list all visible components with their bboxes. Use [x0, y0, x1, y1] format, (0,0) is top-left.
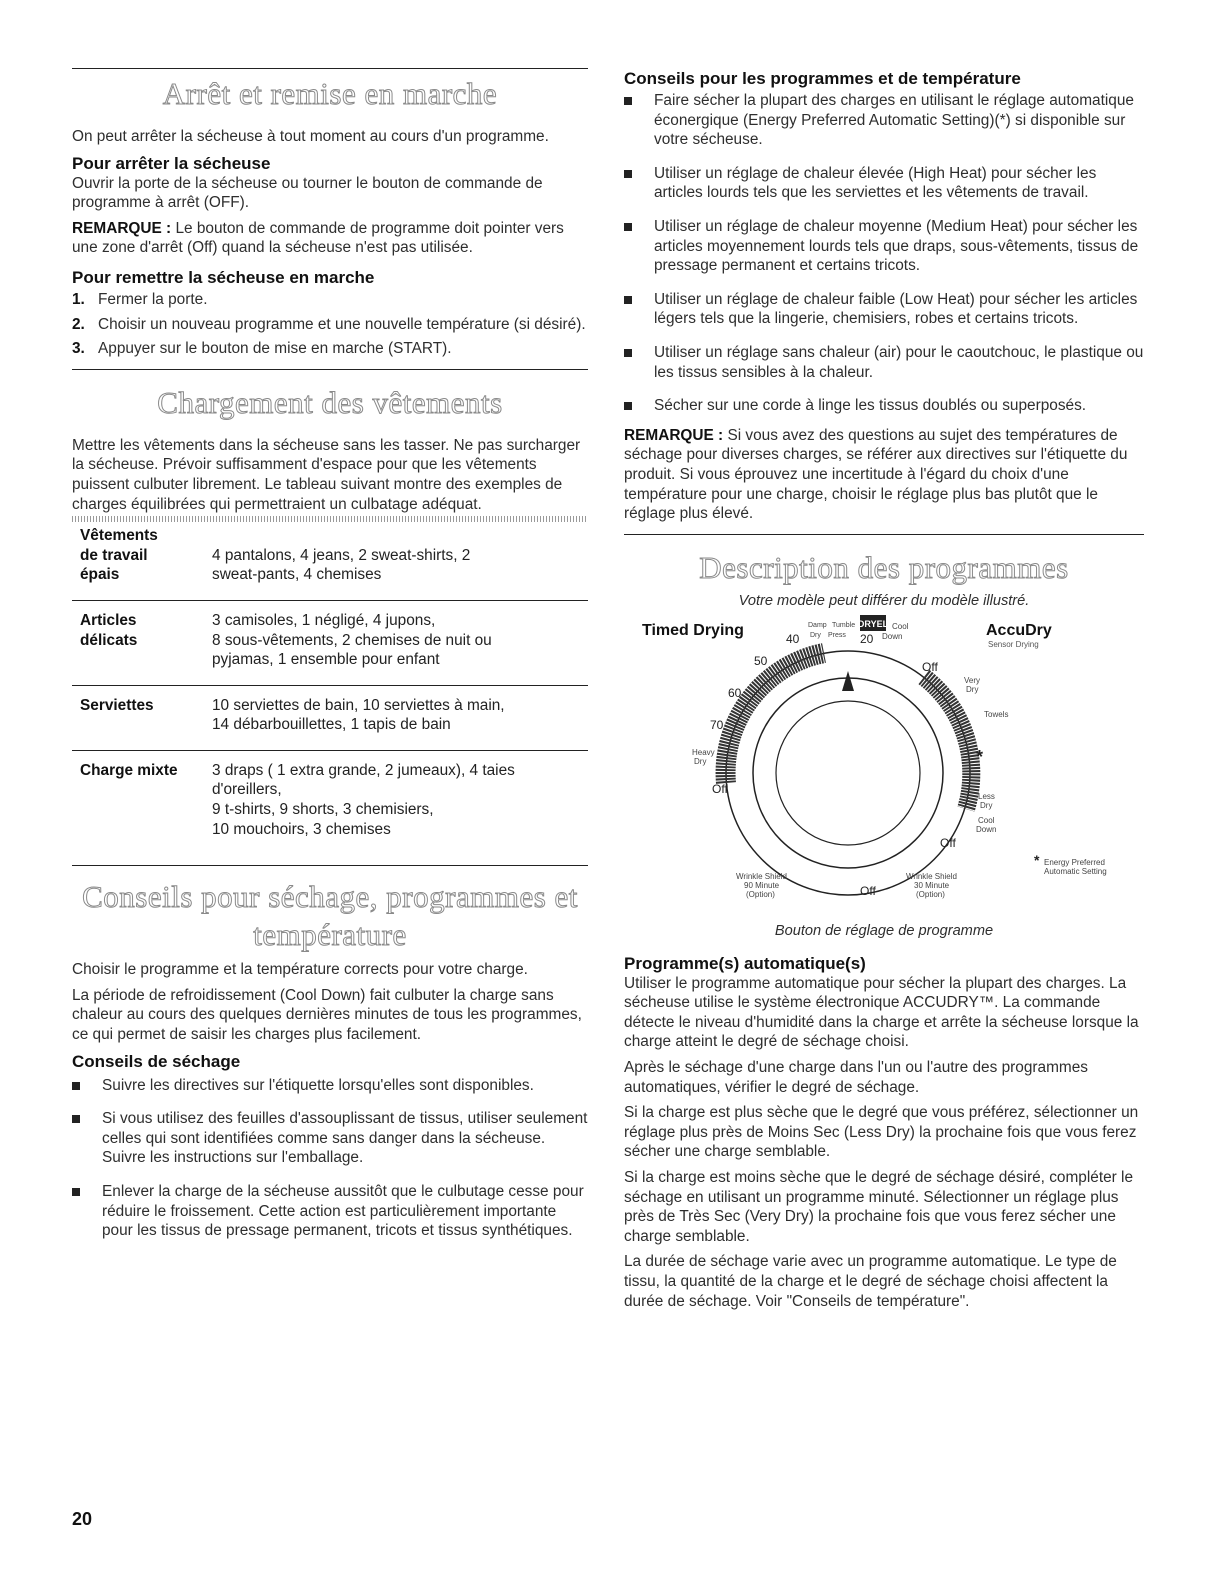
- wrinkle-90-minute-label: 90 Minute: [744, 880, 780, 890]
- note-text: Si vous avez des questions au sujet des températures de séchage pour diverses charges, se référer aux directives sur l'étiquette du produit. Si vous éprouvez une incertitude à l'égard du choix d'une température pour une charge, choisir le réglage plus bas plutôt que le réglage plus élevé.: [624, 426, 1128, 523]
- wrinkle-shield-90-label: Wrinkle Shield: [736, 871, 787, 881]
- stop-intro: On peut arrêter la sécheuse à tout moment au cours d'un programme.: [72, 128, 549, 145]
- table-row: épais sweat-pants, 4 chemises: [72, 565, 588, 600]
- cycle-dial-diagram: [624, 613, 1144, 913]
- section-rule: [624, 534, 1144, 535]
- table-row: Charge mixte 3 draps ( 1 extra grande, 2 jumeaux), 4 taies: [80, 761, 515, 779]
- auto-cycles-heading: Programme(s) automatique(s): [624, 953, 866, 973]
- off-top-label: Off: [922, 659, 938, 674]
- cycle-tips-note: [624, 426, 1144, 524]
- tick-50: 50: [754, 653, 768, 668]
- off-bottom-label: Off: [860, 883, 876, 898]
- stop-text: Ouvrir la porte de la sécheuse ou tourner le bouton de commande de programme à arrêt (OFF).: [72, 174, 543, 212]
- table-row: délicats 8 sous-vêtements, 2 chemises de nuit ou: [80, 631, 492, 649]
- cycle-tips-heading: Conseils pour les programmes et de température: [624, 69, 1021, 88]
- section-title-tips-l1: Conseils pour séchage, programmes et: [82, 879, 578, 915]
- table-row: d'oreillers,: [212, 781, 282, 799]
- auto-para-5: La durée de séchage varie avec un programme automatique. Le type de tissu, la quantité de la charge et le degré de séchage choisi affectent la durée de séchage. Voir "Conseils de température".: [624, 1253, 1117, 1310]
- note-text: Le bouton de commande de programme doit pointer vers une zone d'arrêt (Off) quand la sécheuse n'est pas utilisée.: [72, 219, 564, 257]
- list-item: Sécher sur une corde à linge les tissus doublés ou superposés.: [624, 396, 1144, 416]
- section-rule: [72, 865, 588, 866]
- cycle-tips-list: [624, 91, 1144, 416]
- table-row: pyjamas, 1 ensemble pour enfant: [72, 650, 588, 685]
- model-note: Votre modèle peut différer du modèle illustré.: [738, 592, 1030, 609]
- towels-label: Towels: [984, 709, 1009, 719]
- dry-small-label: Dry: [810, 631, 821, 639]
- stop-heading: Pour arrêter la sécheuse: [72, 153, 271, 173]
- list-item: Enlever la charge de la sécheuse aussitôt que le culbutage cesse pour réduire le froissement. Cette action est particulièrement importante pour les tissus de pressage permanent, tricots et tissus synthétiques.: [72, 1182, 588, 1241]
- timed-drying-arc: [726, 653, 824, 783]
- tick-20: 20: [860, 631, 874, 646]
- dial-inner-ring: [776, 701, 920, 845]
- list-item: Utiliser un réglage sans chaleur (air) pour le caoutchouc, le plastique ou les tissus sensibles à la chaleur.: [624, 343, 1144, 382]
- restart-steps: [72, 290, 588, 359]
- dial-middle-ring: [753, 678, 943, 868]
- drying-tips-list: [72, 1076, 588, 1241]
- section-title-stop-restart: Arrêt et remise en marche: [162, 76, 498, 111]
- table-row: 9 t-shirts, 9 shorts, 3 chemisiers,: [212, 801, 434, 819]
- cool-label: Cool: [978, 815, 995, 825]
- damp-label: Damp: [808, 621, 827, 629]
- table-row: Serviettes 10 serviettes de bain, 10 serviettes à main,: [80, 696, 505, 714]
- list-item: Faire sécher la plupart des charges en utilisant le réglage automatique éconergique (Energy Preferred Automatic Setting)(*) si disponible sur votre sécheuse.: [624, 91, 1144, 150]
- note-label: REMARQUE :: [72, 219, 172, 237]
- table-row: 10 mouchoirs, 3 chemises: [212, 820, 391, 838]
- drying-tips-heading: Conseils de séchage: [72, 1051, 241, 1071]
- press-label: Press: [828, 631, 846, 639]
- energy-preferred-label: Energy Preferred: [1044, 857, 1105, 867]
- list-item: Utiliser un réglage de chaleur élevée (High Heat) pour sécher les articles lourds tels que les serviettes et les vêtements de travail.: [624, 164, 1144, 203]
- list-item: 3. Appuyer sur le bouton de mise en marche (START).: [72, 340, 452, 358]
- section-rule: [72, 68, 588, 69]
- loading-intro: Mettre les vêtements dans la sécheuse sans les tasser. Ne pas surcharger la sécheuse. Prévoir suffisamment d'espace pour que les vêtements puissent culbuter librement. Le tableau suivant montre des exemples de charges équilibrées qui permettraient un culbatage adéquat.: [72, 436, 581, 513]
- table-row: Vêtements: [80, 527, 158, 545]
- down-label: Down: [976, 824, 997, 834]
- stop-note: [72, 219, 588, 258]
- section-title-tips-l2: température: [253, 917, 407, 953]
- energy-preferred-star: *: [1034, 851, 1040, 868]
- wrinkle-30-option-label: (Option): [916, 889, 945, 899]
- section-title-cycles: Description des programmes: [699, 549, 1069, 585]
- table-row: Articles 3 camisoles, 1 négligé, 4 jupons,: [80, 611, 436, 629]
- wrinkle-30-minute-label: 30 Minute: [914, 880, 950, 890]
- list-item: Si vous utilisez des feuilles d'assouplissant de tissus, utiliser seulement celles qui sont identifiées comme sans danger dans la sécheuse. Suivre les instructions sur l'emballage.: [72, 1109, 588, 1168]
- auto-para-2: Après le séchage d'une charge dans l'un ou l'autre des programmes automatiques, vérifier le degré de séchage.: [624, 1059, 1088, 1096]
- table-row: de travail 4 pantalons, 4 jeans, 2 sweat-shirts, 2: [80, 546, 471, 564]
- load-table: [72, 526, 588, 839]
- cool-top-label: Cool: [892, 621, 909, 631]
- tick-60: 60: [728, 685, 742, 700]
- very-dry-label: Dry: [966, 684, 979, 694]
- sensor-drying-label: Sensor Drying: [988, 639, 1039, 649]
- off-right-label: Off: [940, 835, 956, 850]
- table-row: 14 débarbouillettes, 1 tapis de bain: [72, 715, 588, 750]
- less-label: Less: [978, 791, 995, 801]
- down-top-label: Down: [882, 631, 903, 641]
- list-item: 2. Choisir un nouveau programme et une nouvelle température (si désiré).: [72, 315, 586, 333]
- section-rule: [72, 369, 588, 370]
- auto-para-4: Si la charge est moins sèche que le degré de séchage désiré, compléter le séchage en utilisant un programme minuté. Sélectionner un réglage plus près de Très Sec (Very Dry) la prochaine fois que vous ferez sécher une charge semblable.: [624, 1169, 1134, 1245]
- automatic-setting-label: Automatic Setting: [1044, 866, 1107, 876]
- restart-heading: Pour remettre la sécheuse en marche: [72, 267, 375, 287]
- list-item: Utiliser un réglage de chaleur moyenne (Medium Heat) pour sécher les articles moyennement lourds tels que draps, sous-vêtements, tissus de pressage permanent et certains tricots.: [624, 217, 1144, 276]
- dotted-divider: [72, 516, 588, 522]
- left-column: [72, 68, 588, 1255]
- tick-70: 70: [710, 717, 724, 732]
- heavy-label: Heavy: [692, 747, 715, 757]
- heavy-dry-label: Dry: [694, 756, 707, 766]
- note-label: REMARQUE :: [624, 426, 724, 444]
- auto-para-1: Utiliser le programme automatique pour sécher la plupart des charges. La sécheuse utilise le système électronique ACCUDRY™. La commande détecte le niveau d'humidité dans la charge et arrête la sécheuse lorsque la charge atteint le degré de séchage choisi.: [624, 974, 1139, 1051]
- dryel-label: DRYEL: [857, 618, 889, 629]
- right-column: [624, 68, 1144, 1311]
- off-left-label: Off: [712, 781, 728, 796]
- very-label: Very: [964, 675, 981, 685]
- tips-p1: Choisir le programme et la température corrects pour votre charge.: [72, 961, 528, 979]
- dial-caption: Bouton de réglage de programme: [774, 922, 994, 939]
- list-item: Suivre les directives sur l'étiquette lorsqu'elles sont disponibles.: [72, 1076, 588, 1096]
- timed-drying-label: Timed Drying: [642, 621, 744, 639]
- wrinkle-shield-30-label: Wrinkle Shield: [906, 871, 957, 881]
- accudry-label: AccuDry: [986, 621, 1052, 639]
- energy-star-mark: *: [976, 746, 984, 767]
- dial-pointer-icon: [842, 671, 854, 691]
- tumble-label: Tumble: [832, 621, 856, 629]
- section-title-loading: Chargement des vêtements: [157, 384, 503, 420]
- less-dry-label: Dry: [980, 800, 993, 810]
- list-item: 1. Fermer la porte.: [72, 290, 208, 308]
- auto-drying-arc: [924, 677, 971, 809]
- auto-para-3: Si la charge est plus sèche que le degré que vous préférez, sélectionner un réglage plus près de Moins Sec (Less Dry) la prochaine fois que vous ferez sécher une charge semblable.: [624, 1104, 1139, 1161]
- tick-40: 40: [786, 631, 800, 646]
- tips-p2: La période de refroidissement (Cool Down) fait culbuter la charge sans chaleur au cours des quelques dernières minutes de tous les programmes, ce qui permet de saisir les charges plus facilement.: [72, 986, 582, 1044]
- list-item: Utiliser un réglage de chaleur faible (Low Heat) pour sécher les articles légers tels que la lingerie, chemisiers, robes et certains tricots.: [624, 290, 1144, 329]
- wrinkle-90-option-label: (Option): [746, 889, 775, 899]
- page-number: 20: [72, 1509, 93, 1529]
